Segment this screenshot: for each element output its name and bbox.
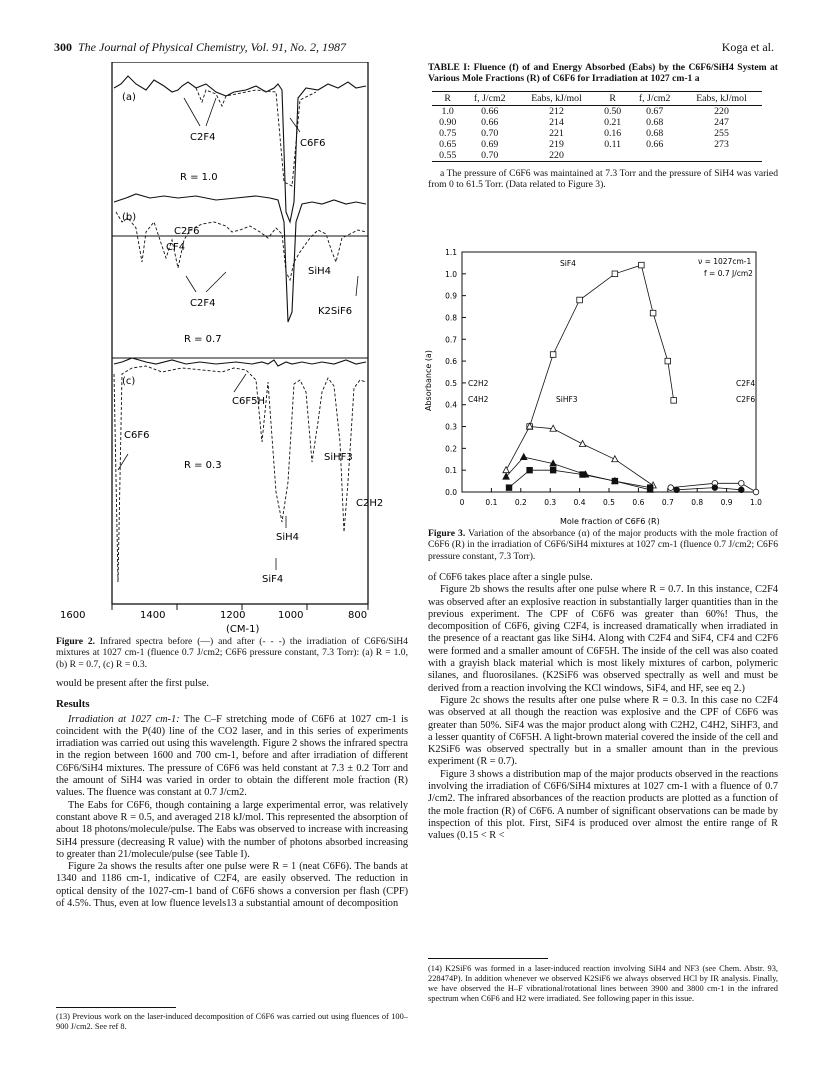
table-row (432, 117, 762, 128)
paragraph-irradiation (56, 714, 408, 800)
running-header-authors: Koga et al. (721, 40, 774, 54)
paragraph-irradiation-text: The C–F stretching mode of C6F6 at 1027 cm-1 is coincident with the P(40) line of the CO2 laser, and in this series of experiments irradiation was carried out using this wavelength. Figure 2 shows the infrared spectra in the region between 1600 and 700 cm-1, before and after irradiation of different C6F6/SiH4 mixtures. The pressure of C6F6 was held constant at 7.3 ± 0.2 Torr and the amount of SiH4 was varied in order to obtain the different mole fraction (R) values. The fluence was constant at 0.7 J/cm2. (56, 713, 409, 799)
data-point-sihf3 (647, 485, 653, 491)
table-cell: 247 (714, 116, 729, 128)
y-tick-label: 0.9 (445, 291, 457, 301)
legend-sihf3: SiHF3 (556, 395, 578, 404)
table-cell (681, 150, 762, 162)
table-1-title (428, 62, 778, 85)
paragraph-fig2b: Figure 2b shows the results after one pulse where R = 0.7. In this instance, C2F4 was observed after an explosive reaction in substantially larger quantities than in the previous experiment. The CPF of C6F6 was greater than 60%! Thus, the decomposition of C6F6, giving C2F4, is increased dramatically when irradiated in the presence of a reactant gas like SiH4. Along with C2F4 and SiF4, CF4 and C2F6 were formed and a smaller amount of C6F5H. The inside of the cell was also coated with a grayish black material which is most likely mixtures of carbon, polymeric silanes, and fluorosilanes. (K2SiF6 was observed spectrally as well and must be derived from a reaction involving the KCl windows, SiF4, and HF, see eq 2.) (428, 584, 778, 694)
figure-3-caption-text: Variation of the absorbance (α) of the major products with the mole fraction of C6F6 (R) in the irradiation of C6F6/SiH4 mixtures at 1027 cm-1 (fluence 0.7 J/cm2; C6F6 pressure constant, 7.3 Torr). (428, 528, 778, 562)
footnote-14: (14) K2SiF6 was formed in a laser-induced reaction involving SiH4 and NF3 (see Chem. Abstr. 93, 228474P). In addition whenever we observed K2SiF6 we always observed HCl by IR analysis. Finally, we have observed the H–F vibrational/rotational lines between 3900 and 3800 cm-1 in the infrared spectrum when C6F6 and H2 were irradiated. See following paper in this issue. (428, 964, 778, 1003)
panel-b-label: (b) (122, 212, 137, 223)
page-number: 300 (54, 40, 72, 54)
panel-c-label: (c) (122, 376, 136, 387)
table-row (432, 128, 762, 139)
table-cell: 0.70 (463, 150, 516, 162)
table-cell: 0.21 (604, 116, 622, 128)
y-tick-label: 0.2 (445, 444, 457, 454)
panel-b-ratio: R = 0.7 (184, 334, 222, 345)
data-point-c2f4 (739, 480, 745, 486)
data-point-sif4 (665, 358, 671, 364)
table-cell: 0.66 (481, 116, 499, 128)
data-point-c2f4 (668, 485, 674, 491)
x-tick-1600: 1600 (60, 610, 86, 621)
y-tick-label: 0.1 (445, 466, 457, 476)
data-point-c2f4 (753, 489, 759, 495)
panel-c-ratio: R = 0.3 (184, 460, 222, 471)
table-cell: 221 (549, 127, 564, 139)
table-cell: 0.11 (604, 138, 622, 150)
data-point-sif4 (550, 352, 556, 358)
table-1-block (428, 62, 778, 191)
data-point-sihf3 (580, 472, 586, 478)
table-cell: 0.90 (439, 116, 457, 128)
legend-c2h2: C2H2 (468, 379, 489, 388)
running-header-left (54, 40, 346, 55)
series-line-sif4 (530, 265, 674, 426)
data-point-c2f6 (739, 487, 745, 493)
paragraph-continuation-right: of C6F6 takes place after a single pulse. (428, 572, 593, 583)
y-tick-label: 0.5 (445, 378, 457, 388)
table-cell: 220 (516, 150, 597, 162)
figure-3-caption (428, 528, 778, 562)
figure-2-caption-text: Infrared spectra before (—) and after (- - -) the irradiation of C6F6/SiH4 mixtures at 1027 cm-1 (fluence 0.7 J/cm2; C6F6 pressure constant, 7.3 Torr): (a) R = 1.0, (b) R = 0.7, (c) R = 0.3. (56, 636, 408, 670)
table-1 (432, 91, 762, 162)
data-point-sihf3 (612, 478, 618, 484)
y-tick-label: 0.0 (445, 488, 457, 497)
panel-c-c6f5h-label: C6F5H (232, 396, 265, 407)
series-line-c2f6 (677, 488, 742, 490)
data-point-sif4 (671, 398, 677, 404)
x-tick-label: 0.8 (691, 498, 704, 507)
data-point-sif4 (612, 271, 618, 277)
panel-c-sif4-label: SiF4 (262, 574, 284, 585)
panel-a-c6f6-label: C6F6 (300, 138, 326, 149)
x-tick-label: 0.7 (661, 498, 674, 507)
panel-b-c2f4-label: C2F4 (190, 298, 216, 309)
fluence-annotation-line-1: ν = 1027cm-1 (698, 257, 752, 266)
figure-2-spectra (56, 62, 406, 640)
legend-sif4: SiF4 (560, 259, 576, 268)
paragraph-run-in-head: Irradiation at 1027 cm-1: (68, 713, 180, 725)
footnote-rule-left (56, 1007, 176, 1008)
data-point-sif4 (650, 310, 656, 316)
table-cell: 0.68 (646, 127, 664, 139)
x-axis-label: Mole fraction of C6F6 (R) (560, 517, 660, 526)
table-header-cell: Eabs, kJ/mol (681, 91, 762, 105)
series-line-c2h2 (506, 457, 650, 490)
table-1-footnote: a The pressure of C6F6 was maintained at 7.3 Torr and the pressure of SiH4 was varied from 0 to 61.5 Torr. (Data related to Figure 3). (428, 167, 778, 191)
data-point-c4h2 (612, 456, 618, 462)
x-tick-label: 0.1 (485, 498, 498, 507)
y-tick-label: 0.4 (445, 400, 457, 410)
footnote-rule-right (428, 958, 548, 959)
x-tick-label: 0.2 (514, 498, 527, 507)
panel-b-cf4-label: CF4 (166, 242, 186, 253)
paragraph-fig2c: Figure 2c shows the results after one pulse where R = 0.3. In this case no C2F4 was observed at all though the reaction was explosive and the CPF of C6F6 was greater than 50%. SiF4 was the major product along with C2H2, C4H2, SiHF3, and a lesser quantity of C6F5H. A light-brown material covered the inside of the cell and K2SiF6 was observed spectrally but in a smaller amount than in the previous experiment (R = 0.7). (428, 694, 778, 768)
panel-c-sih4-label: SiH4 (276, 532, 300, 543)
table-cell: 0.68 (646, 116, 664, 128)
table-1-label: TABLE I: (428, 62, 471, 73)
paragraph-fig3: Figure 3 shows a distribution map of the major products observed in the reactions involving the irradiation of C6F6/SiH4 mixtures at 1027 cm-1 with a fluence of 0.7 J/cm2. The infrared absorbances of the reaction products are plotted as a function of the mole fraction (R) of C6F6. A number of significant observations can be made by inspection of this plot. First, SiF4 is produced over almost the entire range of R values (0.15 < R < (428, 768, 778, 842)
data-point-sihf3 (527, 467, 533, 473)
table-cell: 0.70 (481, 127, 499, 139)
table-cell: 1.0 (441, 105, 454, 117)
table-1-title-text: Fluence (f) of and Energy Absorbed (Eabs) by the C6F6/SiH4 System at Various Mole Fractions (R) of C6F6 for Irradiation at 1027 cm-1 a (428, 62, 778, 85)
figure-2-caption (56, 636, 408, 670)
panel-c-sihf3-label: SiHF3 (324, 452, 353, 463)
table-cell: 0.55 (432, 150, 463, 162)
x-tick-1400: 1400 (140, 610, 166, 621)
x-tick-label: 0.9 (720, 498, 733, 507)
paragraph-continuation: would be present after the first pulse. (56, 678, 209, 689)
results-heading: Results (56, 698, 90, 711)
data-point-c4h2 (579, 441, 585, 447)
table-header-cell: R (432, 91, 463, 105)
paragraph-fig2a: Figure 2a shows the results after one pulse were R = 1 (neat C6F6). The bands at 1340 and 1186 cm-1, indicative of C2F4, are easily observed. The reduction in optical density of the 1027-cm-1 band of C6F6 shows a conversion per flash (CPF) of 4.5%. Thus, even at low fluence levels13 a substantial amount of decomposition (56, 861, 408, 910)
table-cell: 255 (714, 127, 729, 139)
table-cell: 214 (549, 116, 564, 128)
panel-a-before-trace (114, 76, 366, 222)
panel-a-label: (a) (122, 92, 136, 103)
figure-3-legend (468, 259, 755, 404)
table-cell: 212 (549, 105, 564, 117)
x-axis-unit: (CM-1) (226, 624, 260, 635)
x-tick-1000: 1000 (278, 610, 304, 621)
legend-c2f6: C2F6 (736, 395, 756, 404)
figure-3-caption-label: Figure 3. (428, 528, 466, 539)
x-tick-label: 0.6 (632, 498, 645, 507)
table-cell (597, 150, 628, 162)
panel-b-c2f6-label: C2F6 (174, 226, 200, 237)
table-cell: 0.65 (439, 138, 457, 150)
table-cell (628, 150, 681, 162)
data-point-sif4 (639, 262, 645, 268)
x-tick-1200: 1200 (220, 610, 246, 621)
table-cell: 0.67 (646, 105, 664, 117)
x-tick-label: 0.3 (544, 498, 557, 507)
table-row (432, 139, 762, 150)
data-point-c4h2 (503, 467, 509, 473)
data-point-c2f6 (674, 487, 680, 493)
table-cell: 0.75 (439, 127, 457, 139)
table-cell: 0.16 (604, 127, 622, 139)
table-row (432, 105, 762, 117)
table-cell: 0.50 (604, 105, 622, 117)
footnote-13: (13) Previous work on the laser-induced decomposition of C6F6 was carried out using fluences of 100–900 J/cm2. See ref 8. (56, 1012, 408, 1031)
table-row (432, 150, 762, 162)
y-tick-label: 0.8 (445, 313, 457, 323)
y-tick-label: 0.3 (445, 422, 457, 432)
figure-2-x-axis (60, 604, 368, 635)
table-cell: 0.69 (481, 138, 499, 150)
panel-c-before-trace (114, 358, 366, 366)
y-tick-label: 1.0 (445, 269, 457, 279)
x-tick-label: 0.5 (603, 498, 615, 507)
table-cell: 273 (714, 138, 729, 150)
table-header-cell: f, J/cm2 (463, 91, 516, 105)
x-tick-label: 1.0 (750, 498, 762, 507)
panel-b-before-trace (114, 194, 366, 322)
x-tick-800: 800 (348, 610, 368, 621)
figure-2-caption-label: Figure 2. (56, 636, 96, 647)
data-point-c2h2 (521, 454, 527, 460)
table-header-cell: f, J/cm2 (628, 91, 681, 105)
panel-a-c2f4-label: C2F4 (190, 132, 216, 143)
data-point-c2f6 (712, 485, 718, 491)
legend-c2f4: C2F4 (736, 379, 756, 388)
journal-citation: The Journal of Physical Chemistry, Vol. 91, No. 2, 1987 (78, 40, 346, 54)
panel-b-k2sif6-label: K2SiF6 (318, 306, 353, 317)
paragraph-eabs: The Eabs for C6F6, though containing a large experimental error, was relatively constant above R = 0.5, and averaged 218 kJ/mol. This represented the absorption of about 18 photons/molecule/pulse. The Eabs was observed to increase with increasing SiH4 pressure (decreasing R value) with the number of photons absorbed increasing to greater than 21/molecule/pulse (see Table I). (56, 799, 408, 860)
table-cell: 0.66 (646, 138, 664, 150)
table-cell: 219 (549, 138, 564, 150)
panel-c-c6f6-label: C6F6 (124, 430, 150, 441)
y-tick-label: 1.1 (445, 248, 457, 257)
left-column-body (56, 678, 408, 910)
y-axis-label: Absorbance (a) (424, 350, 433, 411)
table-cell: 220 (714, 105, 729, 117)
right-column-body (428, 572, 778, 843)
y-tick-label: 0.6 (445, 357, 457, 367)
data-point-sihf3 (506, 485, 512, 491)
plot-frame (462, 252, 756, 492)
x-tick-label: 0 (459, 498, 465, 507)
x-tick-label: 0.4 (573, 498, 586, 507)
data-point-sihf3 (550, 467, 556, 473)
panel-b-sih4-label: SiH4 (308, 266, 332, 277)
panel-c-c2h2-label: C2H2 (356, 498, 384, 509)
table-cell: 0.66 (481, 105, 499, 117)
y-tick-label: 0.7 (445, 335, 457, 345)
panel-a-ratio: R = 1.0 (180, 172, 218, 183)
figure-3-chart (420, 236, 780, 536)
table-header-cell: R (597, 91, 628, 105)
table-header-cell: Eabs, kJ/mol (516, 91, 597, 105)
legend-c4h2: C4H2 (468, 395, 489, 404)
fluence-annotation-line-2: f = 0.7 J/cm2 (704, 269, 753, 278)
data-point-sif4 (577, 297, 583, 303)
